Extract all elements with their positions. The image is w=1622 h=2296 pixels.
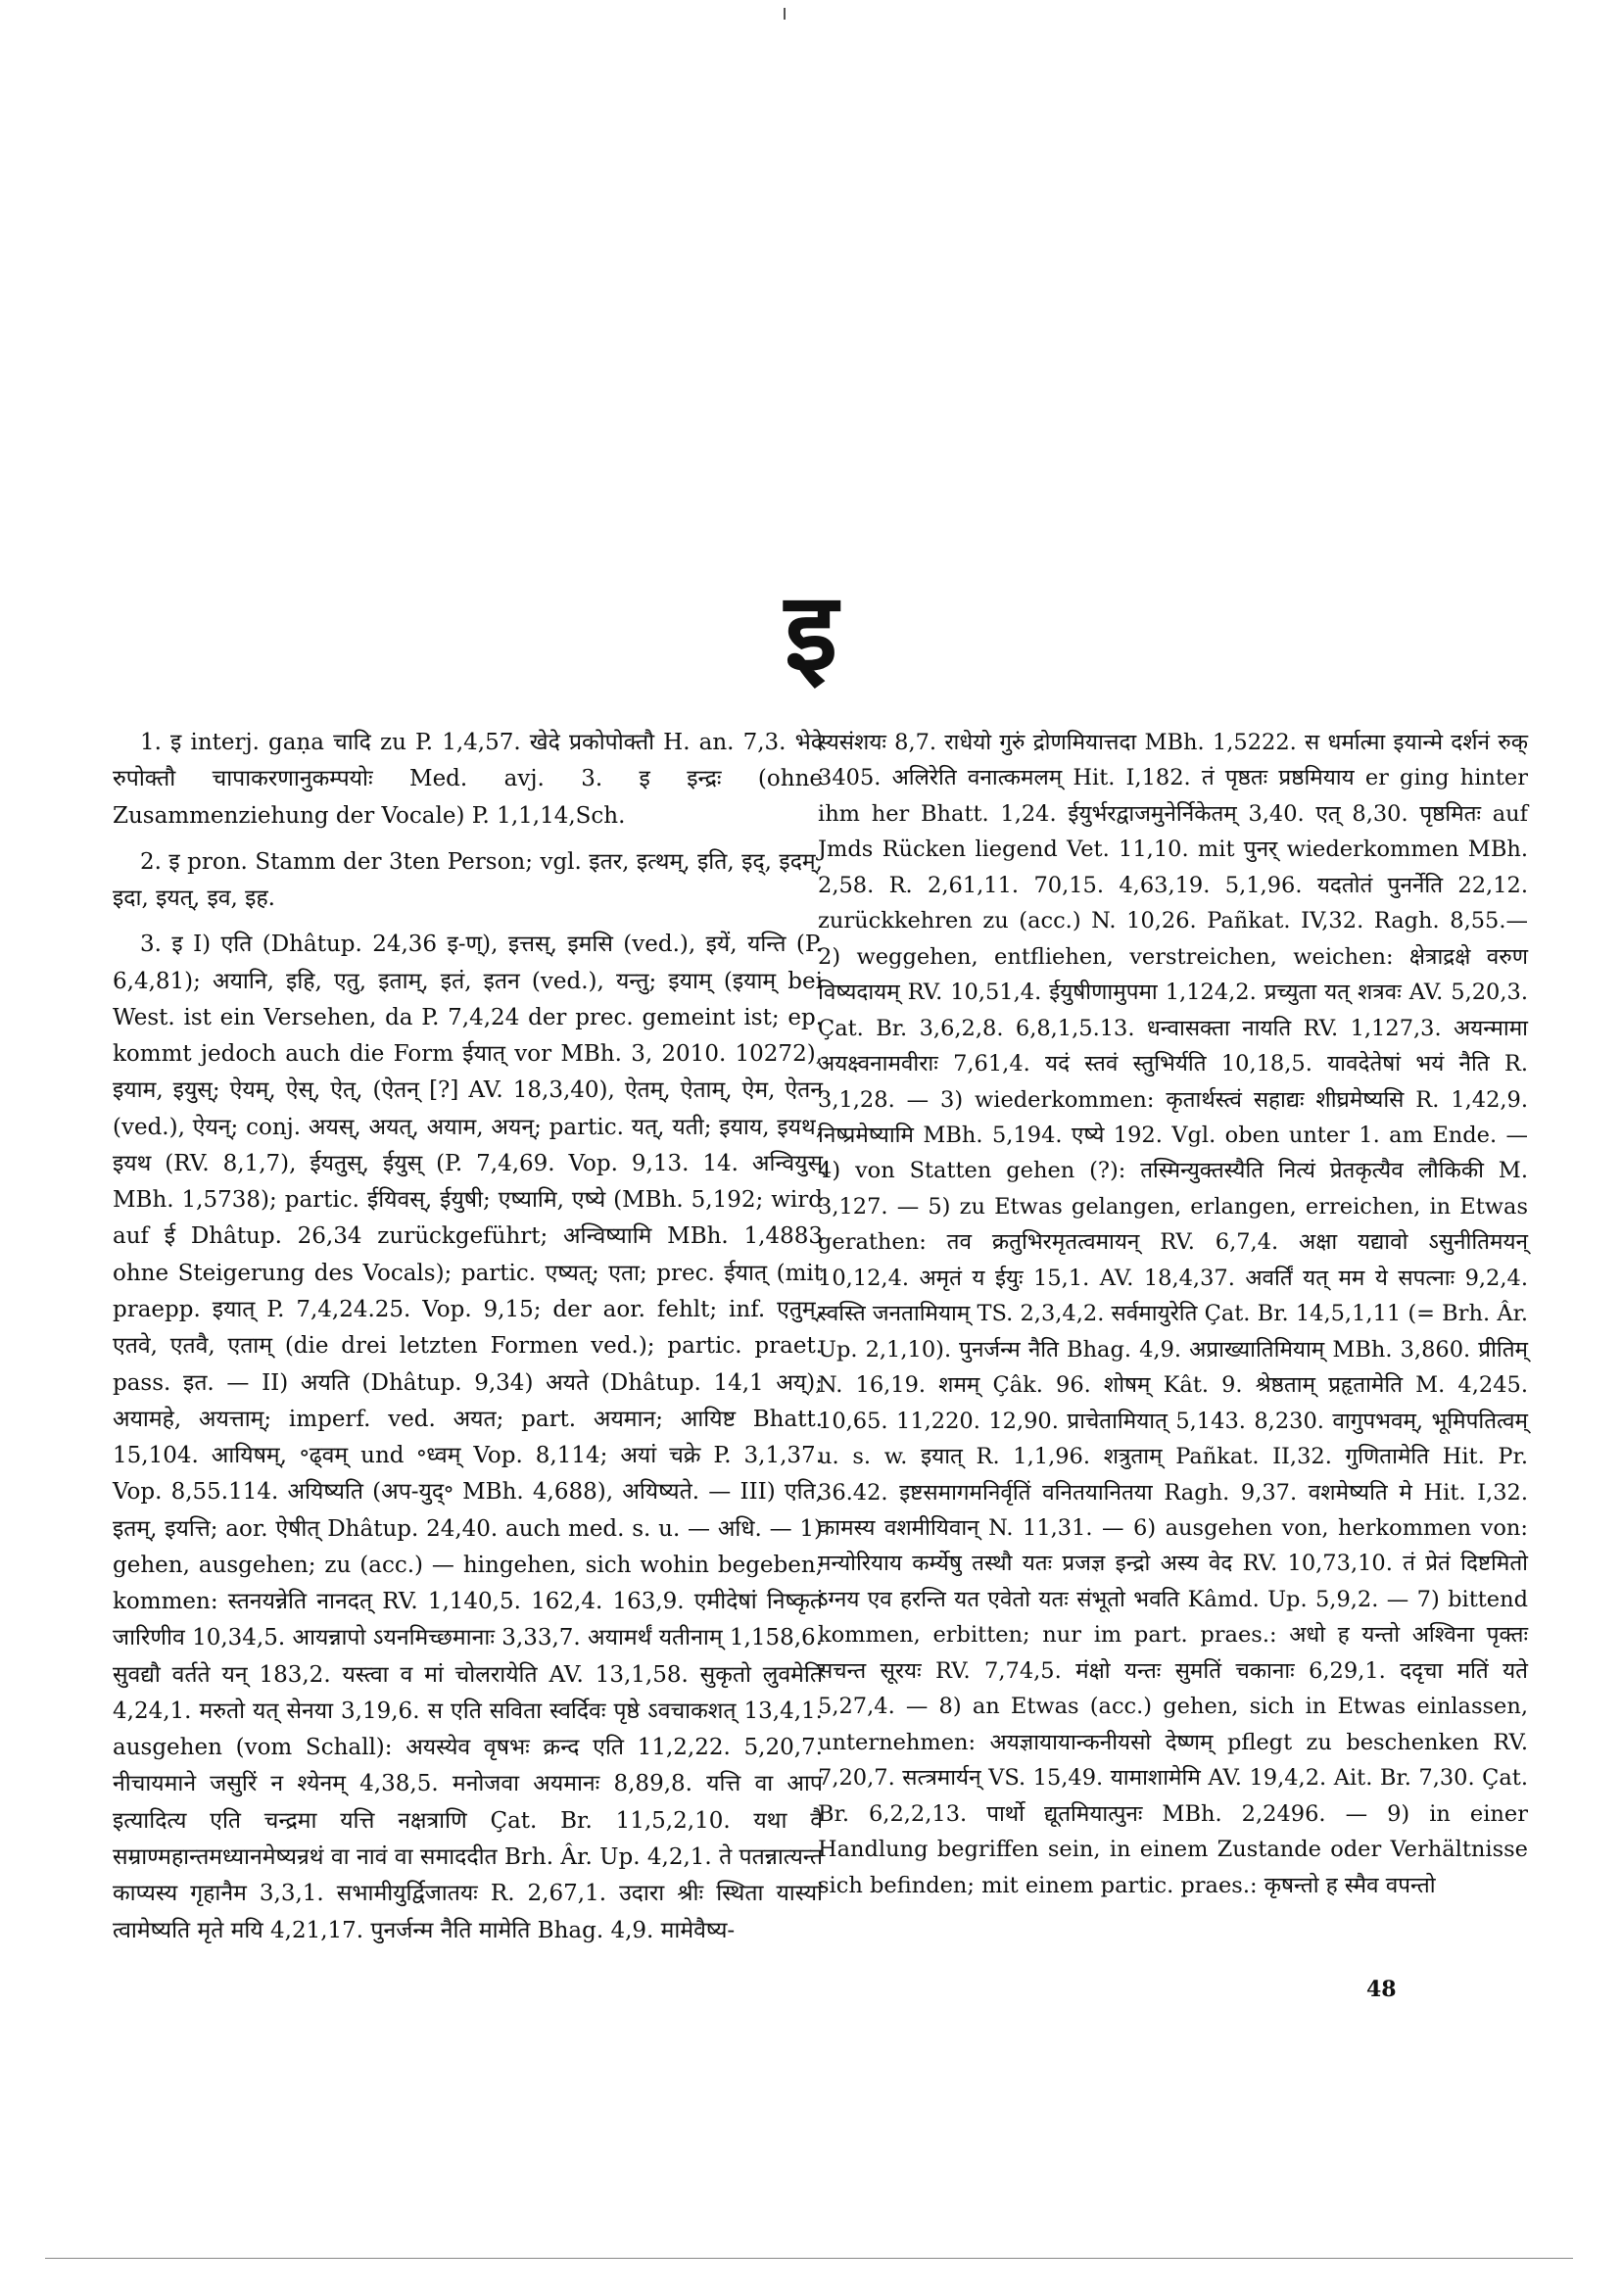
- page-number: 48: [1366, 1977, 1397, 2002]
- right-column: [818, 725, 1528, 1913]
- dictionary-entry: 3. इ I) एति (Dhâtup. 24,36 इ-ण्), इत्तस्, इमसि (ved.), इयें, यन्ति (P. 6,4,81); अयानि, इहि, एतु, इताम्, इतं, इतन (ved.), यन्तु; इयाम् (इयाम् bei West. ist ein Versehen, da P. 7,4,24 der prec. gemeint ist; ep. kommt jedoch auch die Form ईयात् vor MBh. 3, 2010. 10272), इयाम, इयुस्; ऐयम्, ऐस्, ऐत्, (ऐतन् [?] AV. 18,3,40), ऐतम्, ऐताम्, ऐम, ऐतन (ved.), ऐयन्; conj. अयस्, अयत्, अयाम, अयन्; partic. यत्, यती; इयाय, इयथ, इयथ (RV. 8,1,7), ईयतुस्, ईयुस् (P. 7,4,69. Vop. 9,13. 14. अन्वियुस् MBh. 1,5738); partic. ईयिवस्, ईयुषी; एष्यामि, एष्ये (MBh. 5,192; wird auf ई Dhâtup. 26,34 zurückgeführt; अन्विष्यामि MBh. 1,4883 ohne Steigerung des Vocals); partic. एष्यत्; एता; prec. ईयात् (mit praepp. इयात् P. 7,4,24.25. Vop. 9,15; der aor. fehlt; inf. एतुम्, एतवे, एतवै, एताम् (die drei letzten Formen ved.); partic. praet. pass. इत. — II) अयति (Dhâtup. 9,34) अयते (Dhâtup. 14,1 अय्); अयामहे, अयत्ताम्; imperf. ved. अयत; part. अयमान; आयिष्ट Bhatt. 15,104. आयिषम्, ॰ढ्वम् und ॰ध्वम् Vop. 8,114; अयां चक्रे P. 3,1,37. Vop. 8,55.114. अयिष्यति (अप-युद्॰ MBh. 4,688), अयिष्यते. — III) एति, इतम्, इयत्ति; aor. ऐषीत् Dhâtup. 24,40. auch med. s. u. — अधि. — 1) gehen, ausgehen; zu (acc.) — hingehen, sich wohin begeben, kommen: स्तनयन्नेति नानदत् RV. 1,140,5. 162,4. 163,9. एमीदेषां निष्कृतं जारिणीव 10,34,5. आयन्नापो ऽयनमिच्छमानाः 3,33,7. अयामर्थं यतीनाम् 1,158,6. सुवद्यौ वर्तते यन् 183,2. यस्त्वा व मां चोलरायेति AV. 13,1,58. सुकृतो लुवमेति 4,24,1. मरुतो यत् सेनया 3,19,6. स एति सविता स्वर्दिवः पृष्ठे ऽवचाकशत् 13,4,1. ausgehen (vom Schall): अयस्येव वृषभः क्रन्द एति 11,2,22. 5,20,7. नीचायमाने जसुरिं न श्येनम् 4,38,5. मनोजवा अयमानः 8,89,8. यत्ति वा आप इत्यादित्य एति चन्द्रमा यत्ति नक्षत्राणि Çat. Br. 11,5,2,10. यथा वै सम्राण्महान्तमध्यानमेष्यन्रथं वा नावं वा समाददीत Brh. Âr. Up. 4,2,1. ते पतन्नात्यन्त काप्यस्य गृहानैम 3,3,1. सभामीयुर्द्विजातयः R. 2,67,1. उदारा श्रीः स्थिता यास्यां त्वामेष्यति मृते मयि 4,21,17. पुनर्जन्म नैति मामेति Bhag. 4,9. मामेवैष्य-: [113, 932, 823, 1943]
- dictionary-entry-continued: स्यसंशयः 8,7. राधेयो गुरुं द्रोणमियात्तदा MBh. 1,5222. स धर्मात्मा इयान्मे दर्शनं रुक् 3405. अलिरेति वनात्कमलम् Hit. I,182. तं पृष्ठतः प्रष्ठमियाय er ging hinter ihm her Bhatt. 1,24. ईयुर्भरद्वाजमुनेर्निकेतम् 3,40. एत् 8,30. पृष्ठमितः auf Jmds Rücken liegend Vet. 11,10. mit पुनर् wiederkommen MBh. 2,58. R. 2,61,11. 70,15. 4,63,19. 5,1,96. यदतोतं पुनर्नेति 22,12. zurückkehren zu (acc.) N. 10,26. Pañkat. IV,32. Ragh. 8,55.— 2) weggehen, entfliehen, verstreichen, weichen: क्षेत्राद्रक्षे वरुण विष्यदायम् RV. 10,51,4. ईयुषीणामुपमा 1,124,2. प्रच्युता यत् शत्रवः AV. 5,20,3. Çat. Br. 3,6,2,8. 6,8,1,5.13. धन्वासक्ता नायति RV. 1,127,3. अयन्मामा अयक्ष्वनामवीराः 7,61,4. यदं स्तवं स्तुभिर्यति 10,18,5. यावदेतेषां भयं नैति R. 3,1,28. — 3) wiederkommen: कृतार्थस्त्वं सहाद्यः शीघ्रमेष्यसि R. 1,42,9. निष्प्रमेष्यामि MBh. 5,194. एष्ये 192. Vgl. oben unter 1. am Ende. — 4) von Statten gehen (?): तस्मिन्युक्तस्यैति नित्यं प्रेतकृत्यैव लौकिकी M. 3,127. — 5) zu Etwas gelangen, erlangen, erreichen, in Etwas gerathen: तव क्रतुभिरमृतत्वमायन् RV. 6,7,4. अक्षा यद्यावो ऽसुनीतिमयन् 10,12,4. अमृतं य ईयुः 15,1. AV. 18,4,37. अवर्तिं यत् मम ये सपत्नाः 9,2,4. स्वस्ति जनतामियाम् TS. 2,3,4,2. सर्वमायुरेति Çat. Br. 14,5,1,11 (= Brh. Âr. Up. 2,1,10). पुनर्जन्म नैति Bhag. 4,9. अप्राख्यातिमियाम् MBh. 3,860. प्रीतिम् N. 16,19. शमम् Çâk. 96. शोषम् Kât. 9. श्रेष्ठताम् प्रहृतामेति M. 4,245. 10,65. 11,220. 12,90. प्राचेतामियात् 5,143. 8,230. वागुपभवम्, भूमिपतित्वम् u. s. w. इयात् R. 1,1,96. शत्रुताम् Pañkat. II,32. गुणितामेति Hit. Pr. 36.42. इष्टसमागमनिर्वृतिं वनितयानितया Ragh. 9,37. वशमेष्यति मे Hit. I,32. कामस्य वशमीयिवान् N. 11,31. — 6) ausgehen von, herkommen von: मन्योरियाय कर्म्येषु तस्थौ यतः प्रजज्ञ इन्द्रो अस्य वेद RV. 10,73,10. तं प्रेतं दिष्टमितो ऽग्नय एव हरन्ति यत एवेतो यतः संभूतो भवति Kâmd. Up. 5,9,2. — 7) bittend kommen, erbitten; nur im part. praes.: अधो ह यन्तो अश्विना पृक्तः सचन्त सूरयः RV. 7,74,5. मंक्षो यन्तः सुमतिं चकानाः 6,29,1. ददृचा मतिं यते 5,27,4. — 8) an Etwas (acc.) gehen, sich in Etwas einlassen, unternehmen: अयज्ञायायान्कनीयसो देष्णम् pflegt zu beschenken RV. 7,20,7. सत्त्रमार्यन् VS. 15,49. यामाशामेमि AV. 19,4,2. Ait. Br. 7,30. Çat. Br. 6,2,2,13. पार्थो द्यूतमियात्पुनः MBh. 2,2496. — 9) in einer Handlung begriffen sein, in einem Zustande oder Verhältnisse sich befinden; mit einem partic. praes.: कृषन्तो ह स्मैव वपन्तो: [818, 730, 1528, 1898]
- left-column: [113, 725, 823, 1959]
- entry-heading: इ: [784, 568, 837, 694]
- bottom-rule: [45, 2258, 1573, 2259]
- scan-mark: [784, 8, 786, 20]
- dictionary-entry: 1. इ interj. gaṇa चादि zu P. 1,4,57. खेदे प्रकोपोक्तौ H. an. 7,3. भेदे रुपोक्तौ चापाकरणानुकम्पयोः Med. avj. 3. इ इन्द्रः (ohne Zusammenziehung der Vocale) P. 1,1,14,Sch.: [113, 730, 823, 829]
- dictionary-entry: 2. इ pron. Stamm der 3ten Person; vgl. इतर, इत्थम्, इति, इद्, इदम्, इदा, इयत्, इव, इह.: [113, 848, 823, 912]
